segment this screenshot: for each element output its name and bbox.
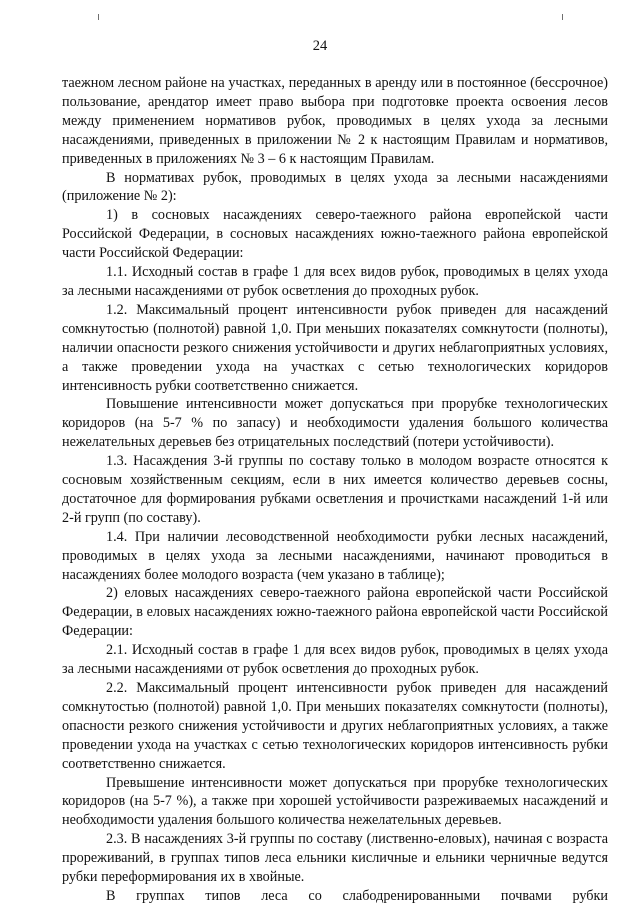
paragraph-1-1: 1.1. Исходный состав в графе 1 для всех видов рубок, проводимых в целях ухода за лесными насаждениями от рубок осветления до проходных рубок. bbox=[62, 264, 608, 299]
paragraph-intensity-excess: Превышение интенсивности может допускаться при прорубке технологических коридоров (на 5-7 %), а также при хорошей устойчивости разреживаемых насаждений и необходимости удаления большого количества нежелательных деревьев. bbox=[62, 774, 608, 829]
paragraph-spruce-stands: 2) еловых насаждениях северо-таежного района европейской части Российской Федерации, в еловых насаждениях южно-таежного района европейской части Российской Федерации: bbox=[62, 585, 608, 640]
paragraph-intensity-increase: Повышение интенсивности может допускаться при прорубке технологических коридоров (на 5-7 % по запасу) и необходимости удаления большого количества нежелательных деревьев без отрицательных последствий (потери устойчивости). bbox=[62, 396, 608, 451]
paragraph-1-4: 1.4. При наличии лесоводственной необходимости рубки лесных насаждений, проводимых в целях ухода за лесными насаждениями, начинают проводиться в насаждениях более молодого возраста (чем указано в таблице); bbox=[62, 528, 608, 583]
paragraph-pine-stands: 1) в сосновых насаждениях северо-таежного района европейской части Российской Федерации, в сосновых насаждениях южно-таежного района европейской части Российской Федерации: bbox=[62, 207, 608, 262]
paragraph-1-3: 1.3. Насаждения 3-й группы по составу только в молодом возрасте относятся к сосновым хозяйственным секциям, если в них имеется количество деревьев сосны, достаточное для формирования рубками осветления и прочистками насаждений 1-й или 2-й групп (по составу). bbox=[62, 453, 608, 526]
document-body bbox=[62, 74, 608, 906]
paragraph-weakly-drained-soils: В группах типов леса со слабодренированными почвами рубки bbox=[106, 887, 608, 904]
paragraph-normatives-intro: В нормативах рубок, проводимых в целях ухода за лесными насаждениями (приложение № 2): bbox=[62, 169, 608, 205]
scan-mark-left bbox=[98, 14, 99, 20]
paragraph-2-2: 2.2. Максимальный процент интенсивности рубок приведен для насаждений сомкнутостью (полнотой) равной 1,0. При меньших показателях сомкнутости (полноты), опасности резкого снижения устойчивости и других неблагоприятных условиях, а также проведении ухода на участках с сетью технологических коридоров интенсивность рубки соответственно снижается. bbox=[62, 680, 608, 772]
scan-mark-right bbox=[562, 14, 563, 20]
paragraph-1-2: 1.2. Максимальный процент интенсивности рубок приведен для насаждений сомкнутостью (полнотой) равной 1,0. При меньших показателях сомкнутости (полноты), наличии опасности резкого снижения устойчивости и других неблагоприятных условиях, а также проведении ухода на участках с сетью технологических коридоров интенсивность рубки соответственно снижается. bbox=[62, 301, 608, 394]
paragraph-2-1: 2.1. Исходный состав в графе 1 для всех видов рубок, проводимых в целях ухода за лесными насаждениями от рубок осветления до проходных рубок. bbox=[62, 642, 608, 678]
paragraph-2-3: 2.3. В насаждениях 3-й группы по составу (лиственно-еловых), начиная с возраста прореживаний, в группах типов леса ельники кисличные и ельники черничные ведутся рубки переформирования их в хвойные. bbox=[62, 831, 608, 886]
page-number: 24 bbox=[312, 38, 328, 54]
paragraph-continuation: таежном лесном районе на участках, переданных в аренду или в постоянное (бессрочное) пользование, арендатор имеет право выбора при подготовке проекта освоения лесов между применением нормативов рубок, проводимых в целях ухода за лесными насаждениями, приведенных в приложении № 2 к настоящим Правилам и нормативов, приведенных в приложениях № 3 – 6 к настоящим Правилам. bbox=[62, 75, 608, 167]
